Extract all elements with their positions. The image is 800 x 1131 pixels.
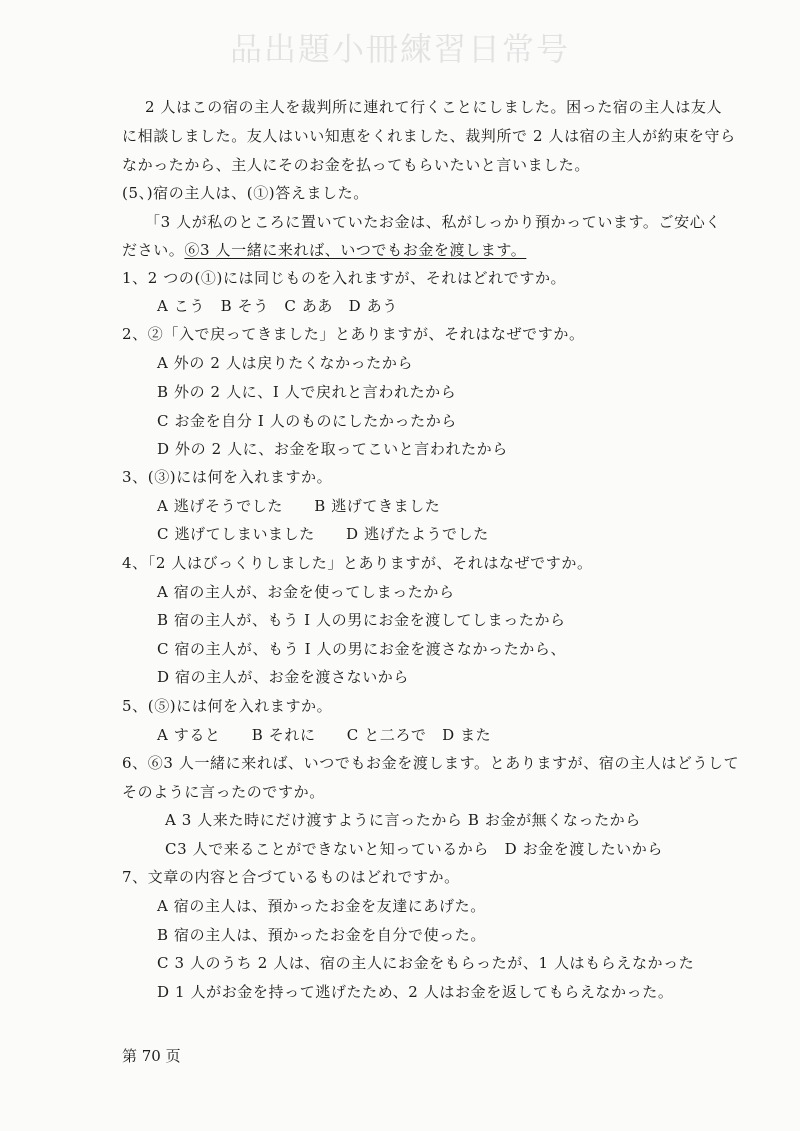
answer-option: B 宿の主人が、もう I 人の男にお金を渡してしまったから [157,611,566,629]
page-number: 第 70 页 [122,1047,181,1065]
underlined-sentence: ⑥3 人一緒に来れば、いつでもお金を渡します。 [184,241,527,259]
faded-header-title: 品出題小冊練習日常号 [230,30,571,68]
question-stem: 2、②「入で戻ってきました」とありますが、それはなぜですか。 [122,325,585,343]
question-stem: 6、⑥3 人一緒に来れば、いつでもお金を渡します。とありますが、宿の主人はどうして [122,754,740,772]
answer-option: C 逃げてしまいました D 逃げたようでした [157,525,489,543]
passage-line: なかったから、主人にそのお金を払ってもらいたいと言いました。 [122,156,591,174]
answer-option: D 1 人がお金を持って逃げたため、2 人はお金を返してもらえなかった。 [157,983,674,1001]
passage-line: 2 人はこの宿の主人を裁判所に連れて行くことにしました。困った宿の主人は友人 [145,98,723,116]
question-stem: 1、2 つの(①)には同じものを入れますが、それはどれですか。 [122,269,567,287]
answer-option: A 宿の主人は、預かったお金を友達にあげた。 [157,897,486,915]
answer-option: C 宿の主人が、もう I 人の男にお金を渡さなかったから、 [157,640,567,658]
answer-option: A こう B そう C ああ D あう [157,297,398,315]
passage-text: ださい。 [122,241,185,259]
answer-option: B 宿の主人は、預かったお金を自分で使った。 [157,926,486,944]
passage-line: に相談しました。友人はいい知恵をくれました、裁判所で 2 人は宿の主人が約束を守ら [122,127,736,145]
question-stem: 5、(⑤)には何を入れますか。 [122,697,333,715]
answer-option: D 宿の主人が、お金を渡さないから [157,668,409,686]
question-stem: 7、文章の内容と合づているものはどれですか。 [122,868,460,886]
answer-option: C 3 人のうち 2 人は、宿の主人にお金をもらったが、1 人はもらえなかった [157,954,695,972]
answer-option: A 外の 2 人は戻りたくなかったから [157,354,414,372]
passage-line [122,240,526,260]
answer-option: D 外の 2 人に、お金を取ってこいと言われたから [157,440,508,458]
passage-line: 「3 人が私のところに置いていたお金は、私がしっかり預かっています。ご安心く [145,213,721,231]
answer-option: A すると B それに C と二ろで D また [157,726,492,744]
answer-option: A 宿の主人が、お金を使ってしまったから [157,583,455,601]
answer-option: C お金を自分 I 人のものにしたかったから [157,412,457,430]
passage-line: (5、)宿の主人は、(①)答えました。 [122,184,369,202]
answer-option: C3 人で来ることができないと知っているから D お金を渡したいから [165,840,663,858]
answer-option: A 3 人来た時にだけ渡すように言ったから B お金が無くなったから [165,811,641,829]
question-stem: 3、(③)には何を入れますか。 [122,468,333,486]
answer-option: A 逃げそうでした B 逃げてきました [157,497,441,515]
question-stem-continued: そのように言ったのですか。 [122,783,325,801]
answer-option: B 外の 2 人に、I 人で戻れと言われたから [157,383,457,401]
question-stem: 4、「2 人はびっくりしました」とありますが、それはなぜですか。 [122,554,593,572]
